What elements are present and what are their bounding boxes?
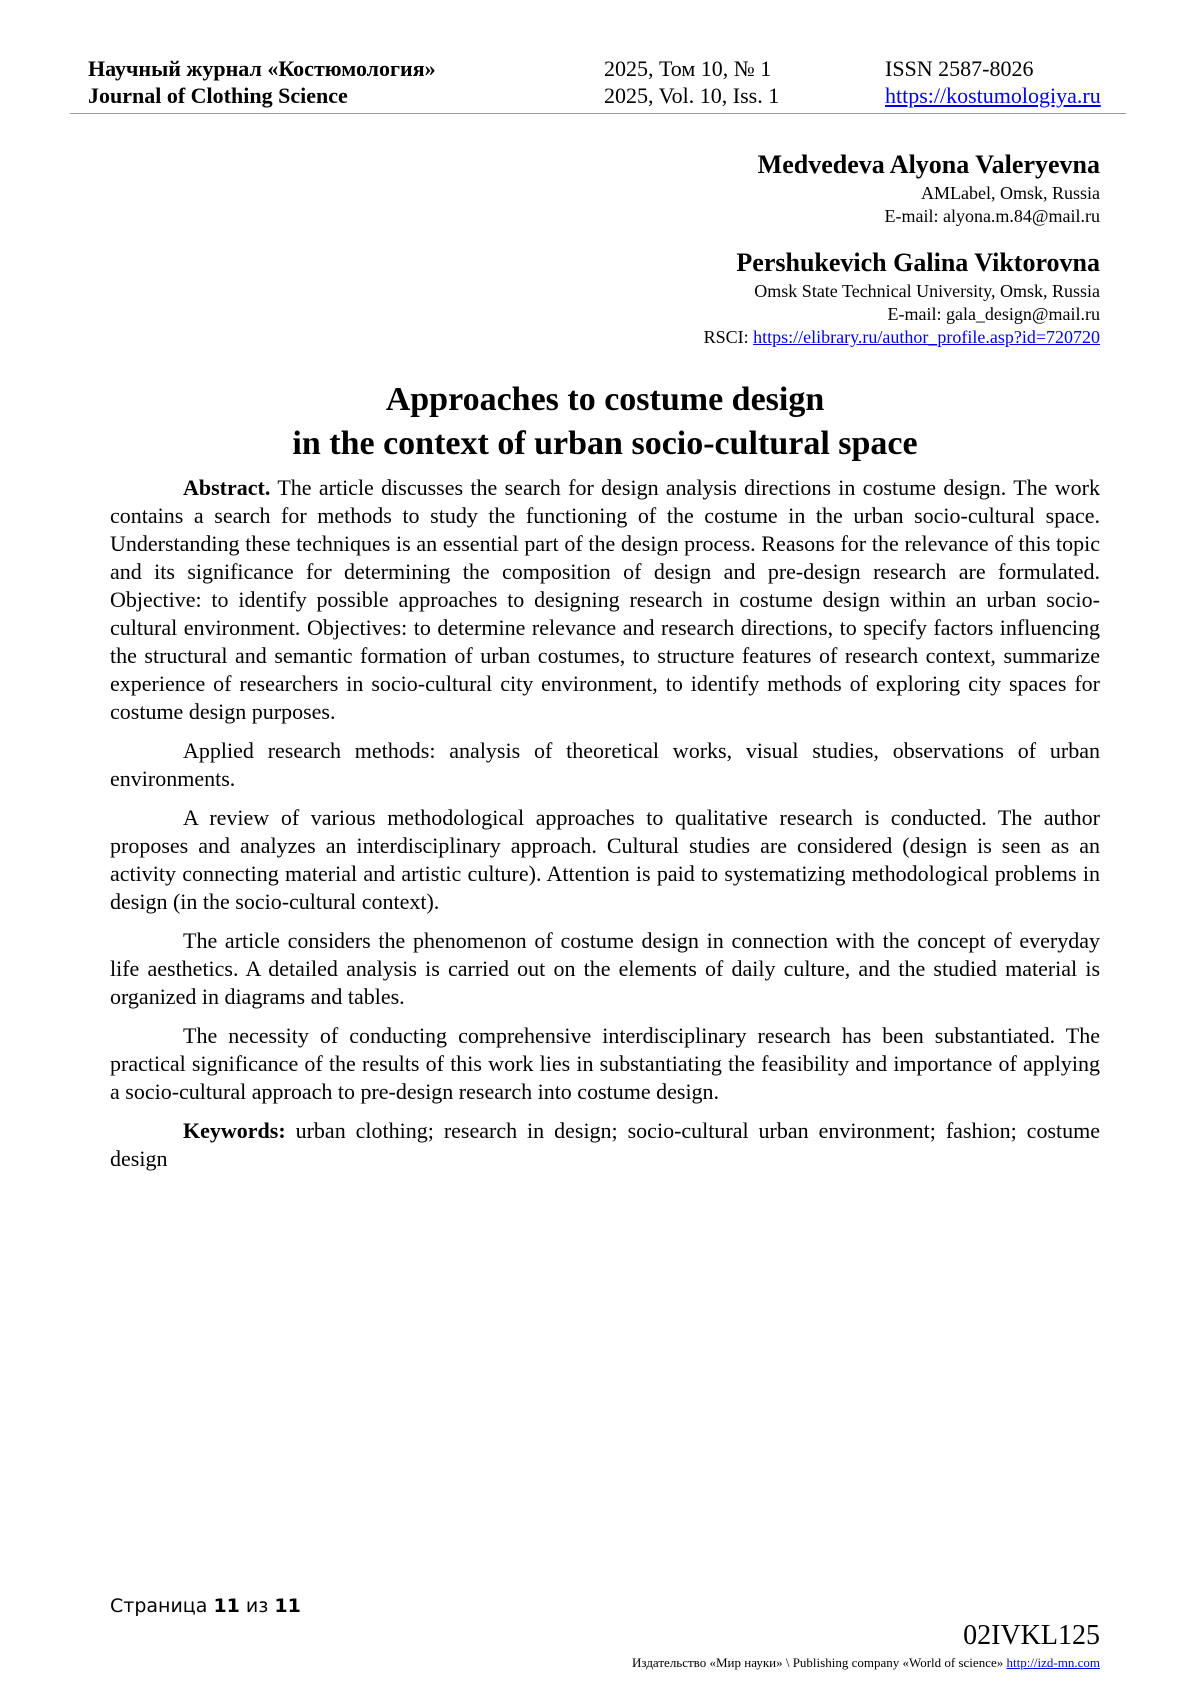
issue-block <box>604 55 779 109</box>
body-paragraph: The article considers the phenomenon of costume design in connection with the concept of everyday life aesthetics. A detailed analysis is carried out on the elements of daily culture, and the studied material is organized in diagrams and tables. <box>110 928 1100 1009</box>
journal-name-en: Journal of Clothing Science <box>88 83 348 108</box>
keywords-text: urban clothing; research in design; socio-cultural urban environment; fashion; costume design <box>110 1118 1100 1171</box>
issue-en: 2025, Vol. 10, Iss. 1 <box>604 83 780 108</box>
rsci-profile-link[interactable]: https://elibrary.ru/author_profile.asp?id=720720 <box>753 327 1100 347</box>
page-of: из <box>239 1595 275 1617</box>
keywords-label: Keywords: <box>183 1118 286 1143</box>
title-line-1: Approaches to costume design <box>385 381 825 418</box>
issue-ru: 2025, Том 10, № 1 <box>604 56 772 81</box>
keywords-paragraph <box>110 1117 1100 1173</box>
author-rsci <box>200 326 1100 349</box>
journal-name-ru: Научный журнал «Костюмология» <box>88 56 436 81</box>
abstract-label: Abstract. <box>183 475 271 500</box>
author-2 <box>200 246 1100 349</box>
page-total: 11 <box>274 1595 301 1617</box>
abstract-text: The article discusses the search for design analysis directions in costume design. The work contains a search for methods to study the functioning of the costume in the urban socio-cultural space. Understanding these techniques is an essential part of the design process. Reasons for the relevance of this topic and its significance for determining the composition of design and pre-design research are formulated. Objective: to identify possible approaches to designing research in costume design within an urban socio-cultural environment. Objectives: to determine relevance and research directions, to specify factors influencing the structural and semantic formation of urban costumes, to structure features of research context, summarize experience of researchers in socio-cultural city environment, to identify methods of exploring city spaces for costume design purposes. <box>110 475 1100 724</box>
publisher-link[interactable]: http://izd-mn.com <box>1006 1655 1100 1670</box>
issn: ISSN 2587-8026 <box>885 56 1034 81</box>
article-code: 02IVKL125 <box>963 1620 1100 1651</box>
author-affiliation: Omsk State Technical University, Omsk, Russia <box>754 281 1100 301</box>
article-title <box>110 378 1100 466</box>
body-paragraph: The necessity of conducting comprehensive interdisciplinary research has been substantiated. The practical significance of the results of this work lies in substantiating the feasibility and importance of applying a socio-cultural approach to pre-design research into costume design. <box>110 1023 1100 1104</box>
header-divider <box>70 113 1126 114</box>
author-email: E-mail: gala_design@mail.ru <box>887 304 1100 324</box>
issn-block <box>885 55 1101 109</box>
journal-url-link[interactable]: https://kostumologiya.ru <box>885 83 1101 108</box>
abstract-section <box>110 474 1100 1184</box>
author-affiliation: AMLabel, Omsk, Russia <box>921 183 1100 203</box>
publisher-line <box>632 1655 1100 1671</box>
authors-block <box>200 148 1100 367</box>
author-name: Pershukevich Galina Viktorovna <box>736 248 1100 277</box>
page-current: 11 <box>213 1595 240 1617</box>
page-word: Страница <box>110 1595 214 1617</box>
author-1 <box>200 148 1100 228</box>
page-counter <box>110 1595 301 1617</box>
journal-name-block <box>88 55 436 109</box>
author-name: Medvedeva Alyona Valeryevna <box>757 150 1100 179</box>
title-line-2: in the context of urban socio-cultural space <box>292 425 918 462</box>
author-email: E-mail: alyona.m.84@mail.ru <box>884 206 1100 226</box>
body-paragraph: A review of various methodological approaches to qualitative research is conducted. The author proposes and analyzes an interdisciplinary approach. Cultural studies are considered (design is seen as an activity connecting material and artistic culture). Attention is paid to systematizing methodological problems in design (in the socio-cultural context). <box>110 805 1100 914</box>
rsci-label: RSCI: <box>703 327 754 347</box>
publisher-text: Издательство «Мир науки» \ Publishing company «World of science» <box>632 1655 1007 1670</box>
abstract-paragraph <box>110 474 1100 726</box>
body-paragraph: Applied research methods: analysis of theoretical works, visual studies, observations of urban environments. <box>110 738 1100 791</box>
